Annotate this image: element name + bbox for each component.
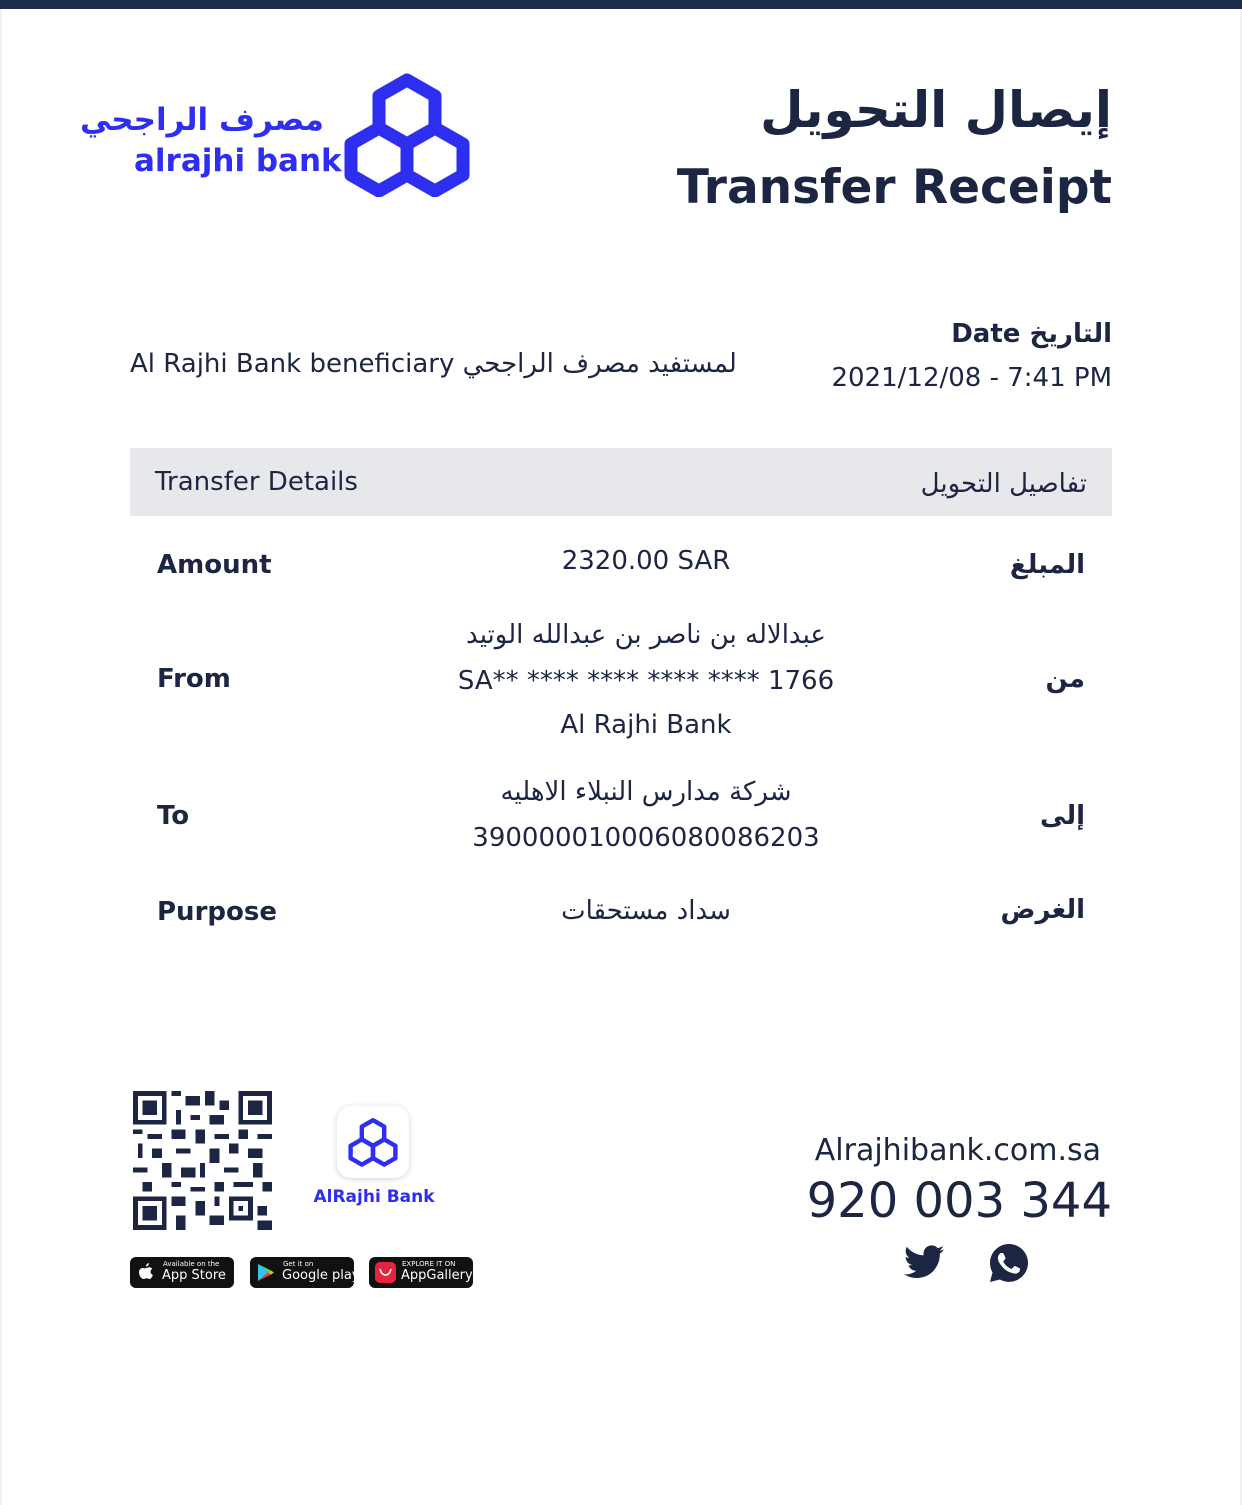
phone-number[interactable]: 920 003 344 <box>806 1173 1112 1229</box>
left-border <box>0 9 2 1505</box>
app-gallery-small: EXPLORE IT ON <box>402 1260 456 1268</box>
app-store-small: Available on the <box>163 1260 220 1268</box>
app-store-badge[interactable] <box>130 1257 234 1288</box>
title-english: Transfer Receipt <box>676 160 1112 215</box>
bank-logo-icon <box>342 72 472 197</box>
amount-label-en: Amount <box>157 550 272 580</box>
website-link[interactable]: Alrajhibank.com.sa <box>814 1133 1101 1168</box>
app-logo-icon <box>347 1116 399 1168</box>
google-play-icon <box>257 1263 275 1282</box>
google-play-big: Google play <box>282 1268 360 1283</box>
purpose-label-ar: الغرض <box>1000 895 1085 925</box>
bank-name-ar: مصرف الراجحي <box>79 102 324 138</box>
app-gallery-big: AppGallery <box>401 1268 473 1283</box>
beneficiary-type: Al Rajhi Bank beneficiary لمستفيد مصرف الراجحي <box>130 349 737 379</box>
purpose-value: سداد مستحقات <box>561 896 731 926</box>
app-name: AlRajhi Bank <box>313 1187 435 1207</box>
qr-code-icon[interactable] <box>133 1091 272 1230</box>
to-account: 390000010006080086203 <box>472 823 820 853</box>
purpose-label-en: Purpose <box>157 897 277 927</box>
to-label-en: To <box>157 801 190 831</box>
app-store-big: App Store <box>162 1268 226 1283</box>
whatsapp-icon[interactable] <box>990 1244 1028 1282</box>
to-label-ar: إلى <box>1040 801 1085 831</box>
date-value: 2021/12/08 - 7:41 PM <box>831 363 1112 393</box>
title-arabic: إيصال التحويل <box>760 81 1112 139</box>
app-gallery-badge[interactable] <box>369 1257 473 1288</box>
date-label: Date التاريخ <box>951 319 1112 349</box>
section-title-ar: تفاصيل التحويل <box>920 469 1087 499</box>
huawei-icon <box>375 1262 396 1283</box>
from-label-en: From <box>157 664 231 694</box>
amount-label-ar: المبلغ <box>1009 550 1085 580</box>
google-play-small: Get it on <box>283 1260 314 1268</box>
bank-name-en: alrajhi bank <box>134 143 342 179</box>
app-icon[interactable] <box>337 1106 409 1178</box>
to-name: شركة مدارس النبلاء الاهليه <box>500 777 792 807</box>
from-label-ar: من <box>1045 664 1085 694</box>
from-iban: SA** **** **** **** **** 1766 <box>457 666 835 696</box>
google-play-badge[interactable] <box>250 1257 360 1288</box>
section-title-en: Transfer Details <box>155 467 358 497</box>
amount-value: 2320.00 SAR <box>561 546 731 576</box>
from-name: عبدالاله بن ناصر بن عبدالله الوتيد <box>466 620 826 650</box>
top-bar <box>0 0 1242 9</box>
from-bank: Al Rajhi Bank <box>560 710 732 740</box>
apple-icon <box>138 1263 154 1282</box>
twitter-icon[interactable] <box>904 1244 944 1280</box>
transfer-details-header <box>130 448 1112 516</box>
